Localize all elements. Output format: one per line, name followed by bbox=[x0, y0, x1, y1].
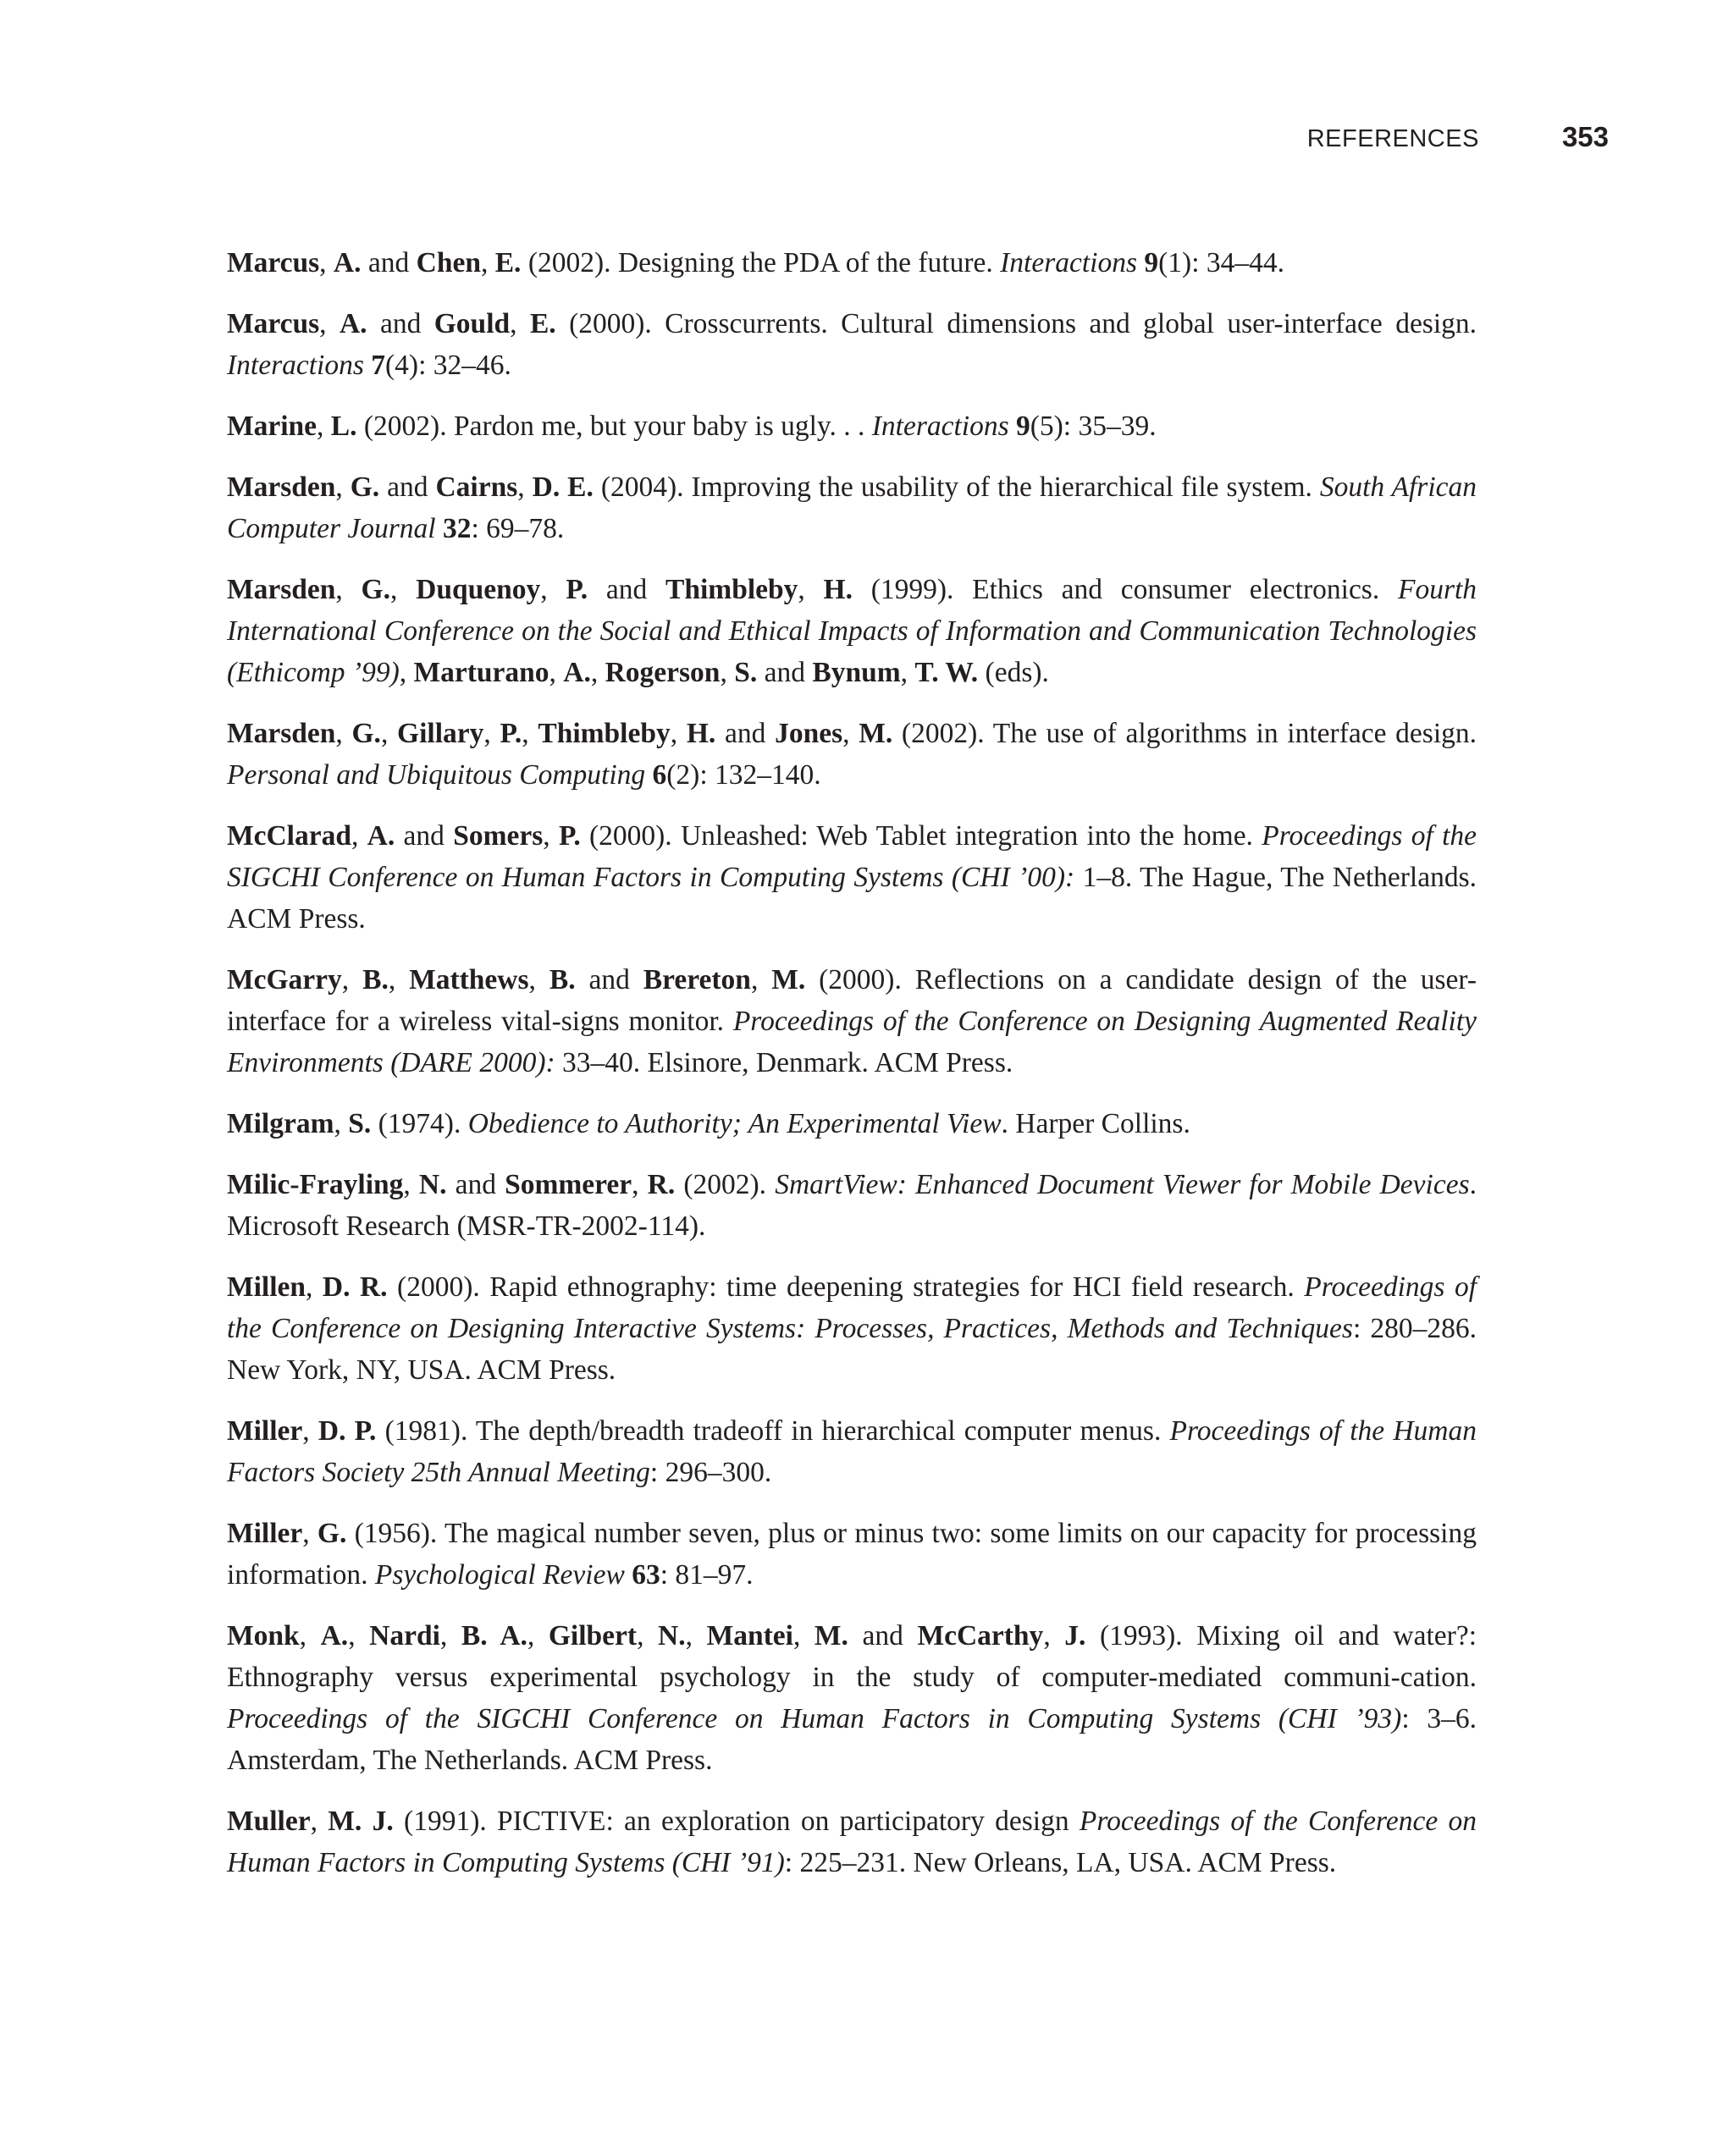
reference-source-title: Interactions bbox=[227, 350, 364, 381]
reference-author-text: J. bbox=[1064, 1620, 1086, 1651]
reference-author-text: G. bbox=[361, 574, 390, 605]
reference-author-text: A. bbox=[339, 308, 367, 339]
reference-entry bbox=[227, 1266, 1477, 1391]
reference-text: (2000). Unleashed: Web Tablet integration into the home. bbox=[580, 820, 1262, 852]
reference-text: , bbox=[527, 1620, 549, 1651]
reference-text: : 3–6. Amsterdam, The Netherlands. ACM Press. bbox=[227, 1703, 1477, 1776]
reference-text: , bbox=[842, 718, 859, 749]
reference-text: : 225–231. New Orleans, LA, USA. ACM Press. bbox=[784, 1847, 1337, 1878]
reference-author-text: Milgram bbox=[227, 1108, 334, 1139]
reference-entry bbox=[227, 1410, 1477, 1493]
reference-entry bbox=[227, 569, 1477, 693]
page-number: 353 bbox=[1561, 121, 1609, 152]
reference-text: . Harper Collins. bbox=[1001, 1108, 1190, 1139]
reference-author-text: Nardi bbox=[369, 1620, 440, 1651]
reference-text: , bbox=[590, 657, 605, 688]
reference-author-text: D. R. bbox=[322, 1271, 388, 1303]
reference-text: and bbox=[446, 1169, 505, 1200]
reference-author-text: D. P. bbox=[318, 1415, 377, 1447]
reference-text: 33–40. Elsinore, Denmark. ACM Press. bbox=[555, 1047, 1013, 1078]
reference-author-text: 32 bbox=[442, 513, 472, 544]
reference-text: , bbox=[334, 1108, 349, 1139]
reference-text: , bbox=[335, 471, 351, 503]
reference-entry bbox=[227, 1103, 1477, 1144]
reference-author-text: M. bbox=[814, 1620, 848, 1651]
reference-text: , bbox=[792, 1620, 815, 1651]
reference-author-text: B. bbox=[362, 964, 389, 995]
reference-author-text: Sommerer bbox=[505, 1169, 632, 1200]
reference-text: . Microsoft Research (MSR-TR-2002-114). bbox=[227, 1169, 1477, 1242]
reference-text: and bbox=[757, 657, 813, 688]
reference-entry bbox=[227, 466, 1477, 549]
reference-text: , bbox=[439, 1620, 461, 1651]
reference-author-text: M. J. bbox=[328, 1806, 394, 1837]
reference-text: , bbox=[319, 308, 340, 339]
reference-author-text: S. bbox=[348, 1108, 372, 1139]
reference-text: , bbox=[522, 718, 538, 749]
reference-text bbox=[1009, 411, 1016, 442]
reference-text: (1991). PICTIVE: an exploration on participatory design bbox=[393, 1806, 1080, 1837]
reference-author-text: Miller bbox=[227, 1518, 303, 1549]
reference-author-text: P. bbox=[558, 820, 581, 852]
reference-text: (2000). Crosscurrents. Cultural dimensions and global user-interface design. bbox=[555, 308, 1477, 339]
reference-author-text: Marsden bbox=[227, 471, 336, 503]
reference-text: (1999). Ethics and consumer electronics. bbox=[852, 574, 1398, 605]
reference-author-text: T. W. bbox=[914, 657, 979, 688]
reference-text: , bbox=[388, 964, 410, 995]
reference-author-text: Gilbert bbox=[548, 1620, 638, 1651]
reference-author-text: Muller bbox=[227, 1806, 311, 1837]
reference-text: : 296–300. bbox=[649, 1457, 772, 1488]
reference-text: (4): 32–46. bbox=[385, 350, 511, 381]
reference-author-text: H. bbox=[823, 574, 853, 605]
reference-text bbox=[364, 350, 371, 381]
reference-entry bbox=[227, 959, 1477, 1084]
reference-entry bbox=[227, 1164, 1477, 1247]
reference-author-text: Marcus bbox=[227, 308, 320, 339]
reference-author-text: McGarry bbox=[227, 964, 342, 995]
reference-author-text: Gillary bbox=[397, 718, 484, 749]
reference-author-text: N. bbox=[658, 1620, 686, 1651]
reference-text: , bbox=[319, 247, 334, 278]
reference-author-text: H. bbox=[686, 718, 716, 749]
reference-entry bbox=[227, 303, 1477, 386]
reference-source-title: Obedience to Authority; An Experimental View bbox=[467, 1108, 1002, 1139]
running-head-section: REFERENCES bbox=[1306, 125, 1479, 152]
reference-text: (eds). bbox=[978, 657, 1049, 688]
reference-author-text: Thimbleby bbox=[538, 718, 671, 749]
reference-source-title: Personal and Ubiquitous Computing bbox=[227, 759, 646, 791]
reference-text: , bbox=[543, 820, 559, 852]
reference-author-text: Mantei bbox=[706, 1620, 793, 1651]
reference-author-text: Marsden bbox=[227, 574, 336, 605]
reference-source-title: Proceedings of the Conference on Human Factors in Computing Systems (CHI ’91) bbox=[227, 1806, 1477, 1878]
reference-text: , bbox=[632, 1169, 648, 1200]
reference-author-text: E. bbox=[494, 247, 522, 278]
reference-author-text: M. bbox=[859, 718, 893, 749]
reference-text: , bbox=[403, 1169, 419, 1200]
reference-text: (1): 34–44. bbox=[1158, 247, 1285, 278]
reference-source-title: Fourth International Conference on the Social and Ethical Impacts of Information and Communication Technologies (Ethicomp ’99) bbox=[227, 574, 1477, 688]
reference-source-title: Proceedings of the SIGCHI Conference on Human Factors in Computing Systems (CHI ’00): bbox=[227, 820, 1477, 893]
reference-text: : 81–97. bbox=[660, 1559, 754, 1591]
reference-author-text: A. bbox=[333, 247, 362, 278]
reference-list bbox=[227, 242, 1477, 1903]
reference-author-text: Marcus bbox=[227, 247, 320, 278]
reference-author-text: Marturano bbox=[413, 657, 549, 688]
reference-author-text: N. bbox=[418, 1169, 447, 1200]
reference-author-text: G. bbox=[351, 718, 381, 749]
reference-author-text: A. bbox=[367, 820, 395, 852]
reference-text: , bbox=[302, 1415, 318, 1447]
reference-text: and bbox=[715, 718, 776, 749]
reference-author-text: S. bbox=[734, 657, 758, 688]
reference-text bbox=[436, 513, 443, 544]
reference-text: , bbox=[389, 574, 417, 605]
reference-author-text: 9 bbox=[1016, 411, 1030, 442]
reference-text: and bbox=[395, 820, 454, 852]
reference-author-text: A. bbox=[563, 657, 591, 688]
reference-text: , bbox=[310, 1806, 329, 1837]
reference-text bbox=[645, 759, 652, 791]
reference-text: : 69–78. bbox=[471, 513, 565, 544]
reference-author-text: Somers bbox=[453, 820, 544, 852]
reference-text: , bbox=[900, 657, 915, 688]
reference-author-text: McCarthy bbox=[917, 1620, 1044, 1651]
reference-text: , bbox=[335, 574, 362, 605]
reference-text: (1981). The depth/breadth tradeoff in hierarchical computer menus. bbox=[376, 1415, 1170, 1447]
reference-author-text: Cairns bbox=[435, 471, 518, 503]
reference-author-text: 63 bbox=[632, 1559, 660, 1591]
reference-author-text: Rogerson bbox=[605, 657, 721, 688]
reference-author-text: Marsden bbox=[227, 718, 336, 749]
reference-text: , bbox=[549, 657, 564, 688]
reference-author-text: R. bbox=[647, 1169, 676, 1200]
reference-author-text: P. bbox=[566, 574, 588, 605]
reference-text: , bbox=[540, 574, 566, 605]
reference-author-text: Brereton bbox=[643, 964, 751, 995]
reference-author-text: P. bbox=[500, 718, 522, 749]
reference-entry bbox=[227, 815, 1477, 940]
reference-entry bbox=[227, 1615, 1477, 1781]
reference-text: , bbox=[341, 964, 363, 995]
reference-author-text: Chen bbox=[416, 247, 481, 278]
reference-text: , bbox=[317, 411, 331, 442]
reference-text: (1993). Mixing oil and water?: Ethnography versus experimental psychology in the study of computer-mediated communi-cation. bbox=[227, 1620, 1477, 1693]
reference-text: (2002). The use of algorithms in interface design. bbox=[892, 718, 1477, 749]
reference-text: , bbox=[637, 1620, 659, 1651]
reference-text: (1974). bbox=[371, 1108, 468, 1139]
reference-author-text: Miller bbox=[227, 1415, 303, 1447]
reference-text: , bbox=[1043, 1620, 1065, 1651]
reference-text: (2000). Reflections on a candidate design of the user-interface for a wireless vital-signs monitor. bbox=[227, 964, 1477, 1037]
reference-source-title: Proceedings of the Conference on Designing Interactive Systems: Processes, Practices, Methods and Techniques bbox=[227, 1271, 1477, 1344]
reference-author-text: E. bbox=[529, 308, 556, 339]
reference-author-text: M. bbox=[771, 964, 806, 995]
reference-text: , bbox=[798, 574, 824, 605]
reference-text: and bbox=[367, 308, 434, 339]
reference-text: , bbox=[480, 247, 495, 278]
reference-text: : 280–286. New York, NY, USA. ACM Press. bbox=[227, 1313, 1477, 1386]
reference-entry bbox=[227, 1513, 1477, 1596]
reference-text: (2002). Pardon me, but your baby is ugly. . . bbox=[356, 411, 872, 442]
reference-author-text: 6 bbox=[652, 759, 667, 791]
reference-text: and bbox=[361, 247, 417, 278]
reference-source-title: SmartView: Enhanced Document Viewer for Mobile Devices bbox=[775, 1169, 1470, 1200]
reference-text: , bbox=[510, 308, 530, 339]
reference-author-text: B. bbox=[549, 964, 576, 995]
reference-text: , bbox=[306, 1271, 323, 1303]
reference-author-text: Matthews bbox=[409, 964, 529, 995]
reference-author-text: Duquenoy bbox=[416, 574, 541, 605]
reference-text: , bbox=[351, 820, 367, 852]
reference-text: , bbox=[750, 964, 772, 995]
reference-text: , bbox=[720, 657, 735, 688]
reference-author-text: Monk bbox=[227, 1620, 300, 1651]
reference-author-text: L. bbox=[330, 411, 357, 442]
reference-text: (2002). Designing the PDA of the future. bbox=[521, 247, 1001, 278]
reference-author-text: Milic-Frayling bbox=[227, 1169, 404, 1200]
reference-text: 1–8. The Hague, The Netherlands. ACM Press. bbox=[227, 862, 1477, 935]
reference-text: and bbox=[575, 964, 643, 995]
reference-text: , bbox=[483, 718, 500, 749]
reference-text: , bbox=[348, 1620, 370, 1651]
reference-entry bbox=[227, 1800, 1477, 1883]
reference-text: (2): 132–140. bbox=[666, 759, 821, 791]
reference-author-text: 7 bbox=[371, 350, 386, 381]
reference-text: (2002). bbox=[675, 1169, 776, 1200]
reference-author-text: 9 bbox=[1144, 247, 1159, 278]
reference-text: , bbox=[335, 718, 352, 749]
reference-source-title: South African Computer Journal bbox=[227, 471, 1477, 544]
reference-author-text: G. bbox=[350, 471, 380, 503]
reference-text: and bbox=[379, 471, 436, 503]
reference-author-text: Thimbleby bbox=[665, 574, 798, 605]
reference-text: , bbox=[399, 657, 414, 688]
reference-source-title: Psychological Review bbox=[374, 1559, 625, 1591]
reference-entry bbox=[227, 242, 1477, 284]
reference-text: , bbox=[517, 471, 533, 503]
reference-author-text: A. bbox=[320, 1620, 349, 1651]
reference-entry bbox=[227, 713, 1477, 796]
reference-author-text: Millen bbox=[227, 1271, 306, 1303]
reference-author-text: Marine bbox=[227, 411, 318, 442]
reference-source-title: Proceedings of the Human Factors Society 25th Annual Meeting bbox=[227, 1415, 1477, 1488]
reference-text: , bbox=[380, 718, 398, 749]
reference-author-text: Gould bbox=[434, 308, 511, 339]
reference-author-text: Jones bbox=[775, 718, 843, 749]
reference-source-title: Proceedings of the Conference on Designing Augmented Reality Environments (DARE 2000): bbox=[227, 1006, 1477, 1078]
reference-text: , bbox=[685, 1620, 707, 1651]
reference-author-text: Bynum bbox=[812, 657, 901, 688]
reference-text: , bbox=[299, 1620, 321, 1651]
reference-author-text: D. E. bbox=[532, 471, 594, 503]
reference-text bbox=[625, 1559, 632, 1591]
reference-text: , bbox=[528, 964, 549, 995]
reference-author-text: B. A. bbox=[461, 1620, 527, 1651]
reference-text: (1956). The magical number seven, plus or minus two: some limits on our capacity for processing information. bbox=[227, 1518, 1477, 1591]
reference-text: (2000). Rapid ethnography: time deepening strategies for HCI field research. bbox=[387, 1271, 1305, 1303]
reference-text: and bbox=[848, 1620, 918, 1651]
reference-author-text: G. bbox=[317, 1518, 347, 1549]
reference-text: , bbox=[670, 718, 687, 749]
reference-author-text: McClarad bbox=[227, 820, 351, 852]
reference-source-title: Interactions bbox=[871, 411, 1009, 442]
reference-text: , bbox=[302, 1518, 318, 1549]
reference-text: and bbox=[588, 574, 665, 605]
reference-text: (2004). Improving the usability of the hierarchical file system. bbox=[593, 471, 1320, 503]
reference-entry bbox=[227, 405, 1477, 447]
reference-text: (5): 35–39. bbox=[1030, 411, 1157, 442]
reference-source-title: Interactions bbox=[1000, 247, 1138, 278]
reference-source-title: Proceedings of the SIGCHI Conference on Human Factors in Computing Systems (CHI ’93) bbox=[227, 1703, 1402, 1734]
running-head bbox=[227, 121, 1609, 153]
